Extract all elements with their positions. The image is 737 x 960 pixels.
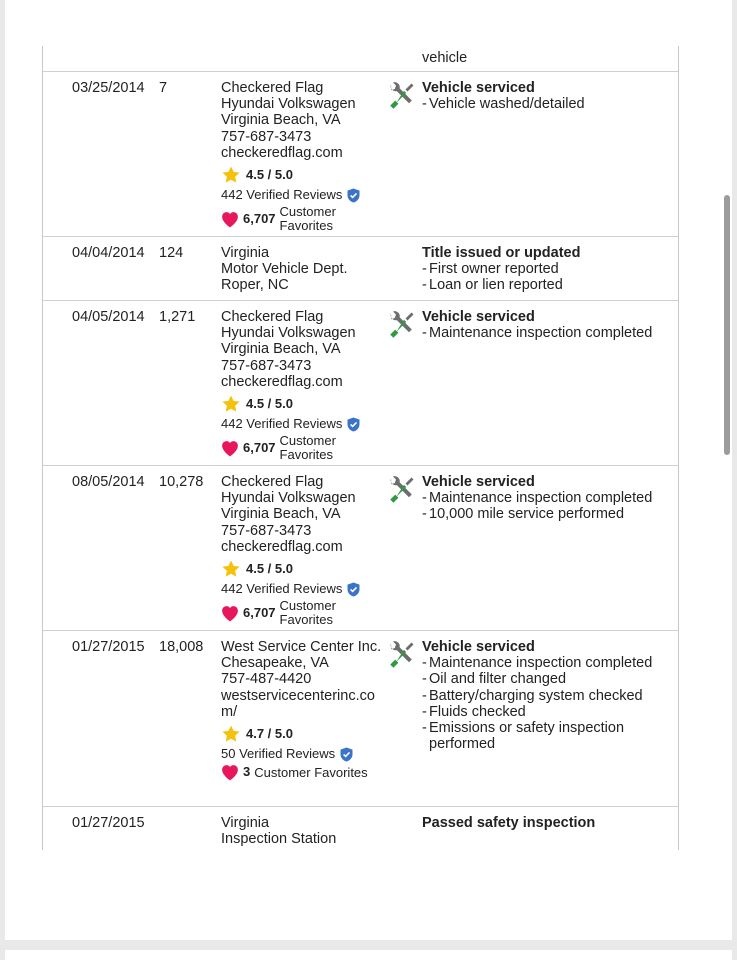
record-date: 04/05/2014	[72, 309, 145, 325]
favorites-label: Customer Favorites	[279, 433, 336, 463]
table-row	[43, 237, 678, 301]
event-title: Passed safety inspection	[422, 815, 596, 831]
list-item: - Loan or lien reported	[422, 277, 563, 294]
source-type: Inspection Station	[221, 831, 337, 848]
rating-value: 4.5 / 5.0	[246, 560, 293, 576]
source-location: Virginia Beach, VA	[221, 341, 341, 358]
source-location: Virginia Beach, VA	[221, 112, 341, 129]
source-name: Checkered Flag	[221, 80, 324, 96]
source-website-link[interactable]: checkeredflag.com	[221, 538, 343, 555]
favorites-label: Customer Favorites	[254, 764, 368, 780]
list-item: - Maintenance inspection completed	[422, 325, 653, 342]
favorites-count: 3	[243, 764, 251, 780]
source-dealer: Hyundai Volkswagen	[221, 490, 356, 507]
heart-icon	[221, 605, 239, 622]
source-phone[interactable]: 757-687-3473	[221, 522, 312, 539]
customer-favorites	[221, 599, 383, 627]
source-dept: Motor Vehicle Dept.	[221, 261, 348, 278]
source-website-link[interactable]: checkeredflag.com	[221, 144, 343, 161]
rating	[221, 165, 383, 185]
heart-icon	[221, 211, 239, 228]
customer-favorites	[221, 205, 383, 233]
customer-favorites	[221, 764, 383, 781]
star-icon	[221, 165, 241, 185]
record-date: 01/27/2015	[72, 815, 145, 831]
favorites-count: 6,707	[243, 604, 276, 620]
heart-icon	[221, 764, 239, 781]
event-title: Vehicle serviced	[422, 474, 535, 490]
customer-favorites	[221, 434, 383, 462]
source-phone[interactable]: 757-487-4420	[221, 671, 312, 688]
event-title: Title issued or updated	[422, 245, 581, 261]
source-block	[221, 639, 383, 781]
favorites-label: Customer Favorites	[279, 598, 336, 628]
star-icon	[221, 559, 241, 579]
table-row	[43, 301, 678, 466]
record-mileage: 7	[159, 80, 168, 96]
verified-shield-icon	[347, 582, 360, 597]
event-title: Vehicle serviced	[422, 80, 535, 96]
source-location: Virginia Beach, VA	[221, 506, 341, 523]
heart-icon	[221, 440, 239, 457]
source-name: Checkered Flag	[221, 474, 324, 490]
reviews-count[interactable]: 442 Verified Reviews	[221, 581, 343, 597]
rating-value: 4.5 / 5.0	[246, 166, 293, 182]
reviews-count[interactable]: 442 Verified Reviews	[221, 416, 343, 432]
favorites-count: 6,707	[243, 210, 276, 226]
rating-value: 4.7 / 5.0	[246, 725, 293, 741]
table-row	[43, 807, 678, 850]
source-phone[interactable]: 757-687-3473	[221, 128, 312, 145]
list-item: - Battery/charging system checked	[422, 687, 643, 704]
record-mileage: 18,008	[159, 639, 204, 655]
verified-shield-icon	[340, 747, 353, 762]
record-date: 01/27/2015	[72, 639, 145, 655]
next-page-edge	[5, 950, 732, 960]
wrench-screwdriver-icon	[387, 311, 415, 339]
source-name: Virginia	[221, 245, 270, 261]
scrollbar-thumb[interactable]	[724, 195, 730, 455]
source-location: Roper, NC	[221, 277, 289, 294]
list-item: - 10,000 mile service performed	[422, 506, 625, 523]
wrench-screwdriver-icon	[387, 641, 415, 669]
source-block	[221, 815, 383, 847]
event-title: Vehicle serviced	[422, 309, 535, 325]
table-row	[43, 46, 678, 72]
list-item: - Oil and filter changed	[422, 671, 567, 688]
source-block	[221, 309, 383, 462]
star-icon	[221, 394, 241, 414]
source-block	[221, 245, 383, 294]
record-mileage: 10,278	[159, 474, 204, 490]
favorites-count: 6,707	[243, 439, 276, 455]
source-name: Virginia	[221, 815, 270, 831]
source-website-link[interactable]: westservicecenterinc.com/	[221, 687, 375, 720]
verified-reviews-link[interactable]	[221, 416, 383, 433]
rating	[221, 394, 383, 414]
verified-reviews-link[interactable]	[221, 746, 383, 763]
verified-shield-icon	[347, 188, 360, 203]
source-dealer: Hyundai Volkswagen	[221, 96, 356, 113]
event-title: Vehicle serviced	[422, 639, 535, 655]
source-location: Chesapeake, VA	[221, 655, 329, 672]
star-icon	[221, 724, 241, 744]
table-row	[43, 72, 678, 237]
wrench-screwdriver-icon	[387, 476, 415, 504]
source-dealer: Hyundai Volkswagen	[221, 325, 356, 342]
table-row	[43, 631, 678, 807]
wrench-screwdriver-icon	[387, 82, 415, 110]
record-date: 04/04/2014	[72, 245, 145, 261]
list-item: - Emissions or safety inspection performed	[422, 720, 625, 753]
verified-shield-icon	[347, 417, 360, 432]
table-row	[43, 466, 678, 631]
source-website-link[interactable]: checkeredflag.com	[221, 373, 343, 390]
rating	[221, 559, 383, 579]
record-mileage: 1,271	[159, 309, 196, 325]
comments-block	[422, 474, 678, 523]
comments-block	[422, 245, 678, 294]
source-phone[interactable]: 757-687-3473	[221, 357, 312, 374]
comment-fragment: vehicle	[422, 50, 468, 66]
comments-block	[422, 80, 678, 112]
comments-block	[422, 639, 678, 752]
record-date: 03/25/2014	[72, 80, 145, 96]
list-item: - First owner reported	[422, 261, 559, 278]
list-item: - Vehicle washed/detailed	[422, 96, 585, 113]
verified-reviews-link[interactable]	[221, 581, 383, 598]
reviews-count[interactable]: 442 Verified Reviews	[221, 187, 343, 203]
source-block	[221, 474, 383, 627]
rating	[221, 724, 383, 744]
comments-block	[422, 815, 678, 831]
record-mileage: 124	[159, 245, 184, 261]
source-name: Checkered Flag	[221, 309, 324, 325]
record-date: 08/05/2014	[72, 474, 145, 490]
verified-reviews-link[interactable]	[221, 187, 383, 204]
vehicle-history-table	[42, 46, 679, 850]
rating-value: 4.5 / 5.0	[246, 395, 293, 411]
source-name: West Service Center Inc.	[221, 639, 382, 655]
source-block	[221, 80, 383, 233]
reviews-count[interactable]: 50 Verified Reviews	[221, 746, 336, 762]
favorites-label: Customer Favorites	[279, 204, 336, 234]
comments-block	[422, 309, 678, 341]
list-item: - Maintenance inspection completed	[422, 490, 653, 507]
list-item: - Fluids checked	[422, 703, 526, 720]
list-item: - Maintenance inspection completed	[422, 655, 653, 672]
